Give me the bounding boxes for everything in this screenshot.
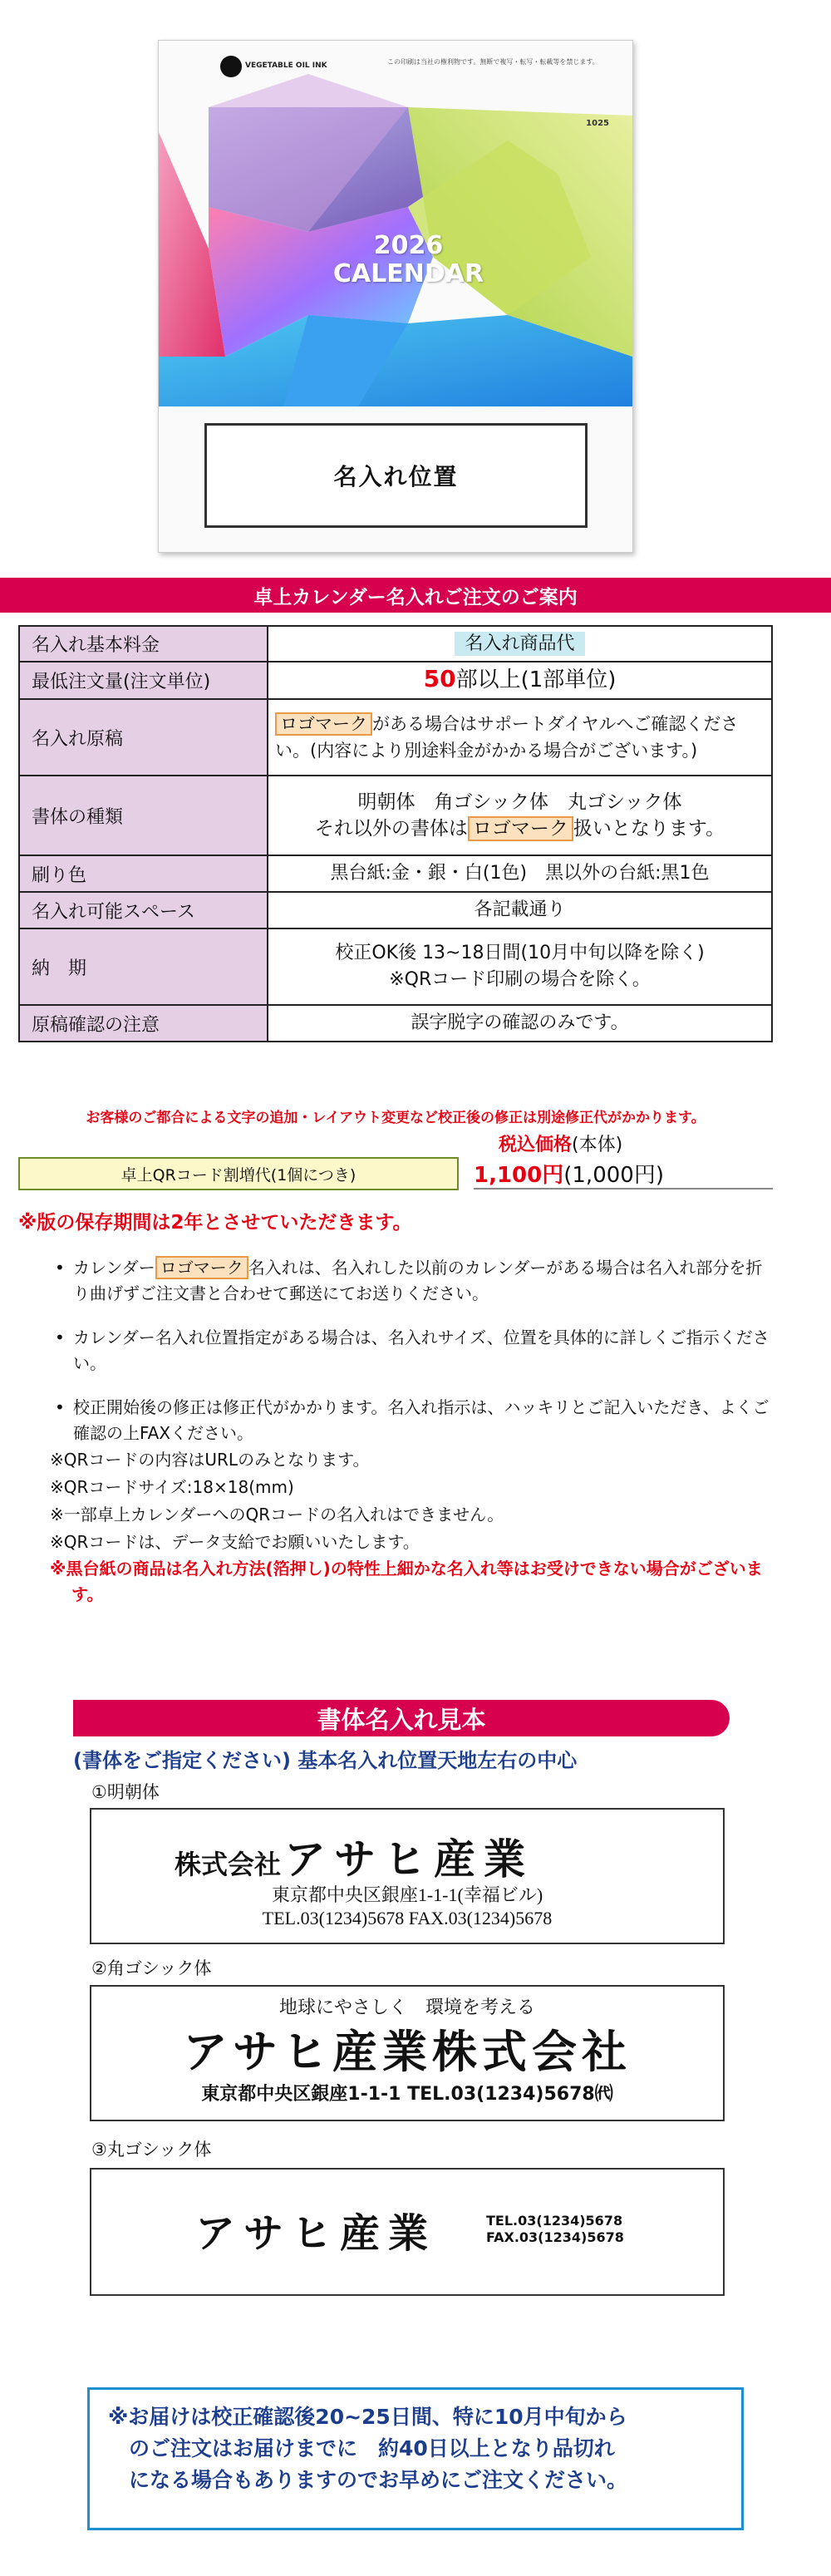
row-value (268, 928, 772, 1005)
table-row (19, 776, 772, 855)
table-row (19, 1005, 772, 1042)
black-board-note: ※黒台紙の商品は名入れ方法(箔押し)の特性上細かな名入れ等はお受けできない場合がございます。 (50, 1559, 763, 1604)
table-row (19, 626, 772, 662)
qr-note: ※QRコードサイズ:18×18(mm) (50, 1477, 294, 1497)
kakugo-tagline: 地球にやさしく 環境を考える (278, 1997, 535, 2018)
marugo-company: アサヒ産業 (195, 2210, 437, 2257)
row-key: 名入れ原稿 (19, 699, 268, 776)
order-guide-header: 卓上カレンダー名入れご注文のご案内 (0, 578, 831, 613)
price-base: (1,000円) (563, 1162, 664, 1188)
table-row (19, 699, 772, 776)
qr-surcharge-price (474, 1158, 773, 1189)
kakugo-label: ②角ゴシック体 (91, 1958, 212, 1978)
kakugo-address: 東京都中央区銀座1-1-1 TEL.03(1234)5678㈹ (201, 2084, 613, 2105)
price-label: 税込価格(本体) (499, 1135, 623, 1155)
vegetable-ink-logo-icon (220, 56, 242, 77)
list-item: • カレンダー名入れ位置指定がある場合は、名入れサイズ、位置を具体的に詳しくご指示ください。 (50, 1325, 773, 1377)
typeface-samples-subheading: (書体をご指定ください) 基本名入れ位置天地左右の中心 (73, 1749, 578, 1772)
qr-note: ※一部卓上カレンダーへのQRコードの名入れはできません。 (50, 1505, 504, 1524)
calendar-image (158, 40, 633, 553)
list-item: • カレンダー ロゴマーク 名入れは、名入れした以前のカレンダーがある場合は名入れ部分を折り曲げずご注文書と合わせて郵送にてお送りください。 (50, 1255, 773, 1307)
bullet-icon: • (55, 1327, 65, 1347)
row-value (268, 662, 772, 699)
row-value (268, 699, 772, 776)
mincho-tel: TEL.03(1234)5678 FAX.03(1234)5678 (262, 1908, 553, 1928)
notes-section (50, 1255, 773, 1608)
table-row (19, 928, 772, 1005)
marugo-sample-box (90, 2168, 725, 2296)
row-key: 書体の種類 (19, 776, 268, 855)
kakugo-sample-box (90, 1985, 725, 2121)
row-key: 名入れ可能スペース (19, 892, 268, 928)
delivery-days: 校正OK後 13~18日間(10月中旬以降を除く) (335, 943, 705, 963)
row-key: 最低注文量(注文単位) (19, 662, 268, 699)
list-item: • 校正開始後の修正は修正代がかかります。名入れ指示は、ハッキリとご記入いただき、よくご確認の上FAXください。 (50, 1395, 773, 1446)
price-amount: 1,100円 (474, 1162, 564, 1188)
min-quantity-number: 50 (423, 665, 456, 692)
typeface-other: それ以外の書体は ロゴマーク 扱いとなります。 (314, 818, 725, 840)
qr-note: ※QRコードの内容はURLのみとなります。 (50, 1450, 370, 1470)
mincho-label: ①明朝体 (91, 1782, 160, 1802)
calendar-title (307, 232, 510, 288)
typeface-list: 明朝体 角ゴシック体 丸ゴシック体 (357, 791, 682, 812)
marugo-contact: TEL.03(1234)5678 FAX.03(1234)5678 (486, 2213, 624, 2245)
bullet-icon: • (55, 1397, 65, 1417)
print-space-value: 各記載通り (268, 892, 772, 928)
row-key: 名入れ基本料金 (19, 626, 268, 662)
bullet-icon: • (55, 1258, 65, 1278)
delivery-notice: ※お届けは校正確認後20~25日間、特に10月中旬から のご注文はお届けまでに 約40日以上となり品切れ になる場合もありますのでお早めにご注文ください。 (87, 2387, 744, 2530)
spec-table (18, 625, 773, 1042)
qr-note: ※QRコードは、データ支給でお願いいたします。 (50, 1532, 420, 1552)
typeface-samples-heading: 書体名入れ見本 (73, 1700, 730, 1736)
logo-mark-badge: ロゴマーク (275, 712, 372, 736)
qr-surcharge-label: 卓上QRコード割増代(1個につき) (18, 1157, 459, 1190)
logo-mark-badge: ロゴマーク (468, 816, 573, 841)
row-value (268, 776, 772, 855)
mincho-company: 株式会社 アサヒ産業 (175, 1836, 534, 1883)
print-color-value: 黒台紙:金・銀・白(1色) 黒以外の台紙:黒1色 (268, 855, 772, 892)
table-row (19, 662, 772, 699)
min-quantity-text: 部以上(1部単位) (455, 667, 617, 692)
revision-fee-notice: お客様のご都合による文字の追加・レイアウト変更など校正後の修正は別途修正代がかかります。 (86, 1110, 706, 1126)
row-key: 納 期 (19, 928, 268, 1005)
calendar-copyright-note: この印刷は当社の権利物です。無断で複写・転写・転載等を禁じます。 (387, 58, 599, 66)
table-row (19, 892, 772, 928)
base-fee-value: 名入れ商品代 (455, 632, 584, 656)
kakugo-company: アサヒ産業株式会社 (183, 2026, 632, 2078)
calendar-year: 2026 (373, 231, 444, 260)
row-value (268, 626, 772, 662)
logo-mark-badge: ロゴマーク (155, 1256, 248, 1279)
delivery-exception: ※QRコード印刷の場合を除く。 (389, 969, 651, 990)
mincho-sample-box (90, 1808, 725, 1944)
calendar-product-code: 1025 (586, 119, 609, 128)
marugo-label: ③丸ゴシック体 (91, 2140, 212, 2160)
calendar-word: CALENDAR (332, 259, 484, 288)
manuscript-line-2: い。(内容により別途料金がかかる場合がございます。) (275, 741, 698, 761)
plate-retention-notice: ※版の保存期間は2年とさせていただきます。 (18, 1212, 412, 1234)
name-position-box: 名入れ位置 (204, 423, 588, 528)
vegetable-ink-logo-text: VEGETABLE OIL INK (245, 62, 327, 70)
manuscript-line-1: ロゴマーク がある場合はサポートダイヤルへご確認くださ (275, 711, 771, 737)
mincho-address: 東京都中央区銀座1-1-1(幸福ビル) (271, 1884, 543, 1905)
proof-check-value: 誤字脱字の確認のみです。 (268, 1005, 772, 1042)
table-row (19, 855, 772, 892)
row-key: 刷り色 (19, 855, 268, 892)
row-key: 原稿確認の注意 (19, 1005, 268, 1042)
